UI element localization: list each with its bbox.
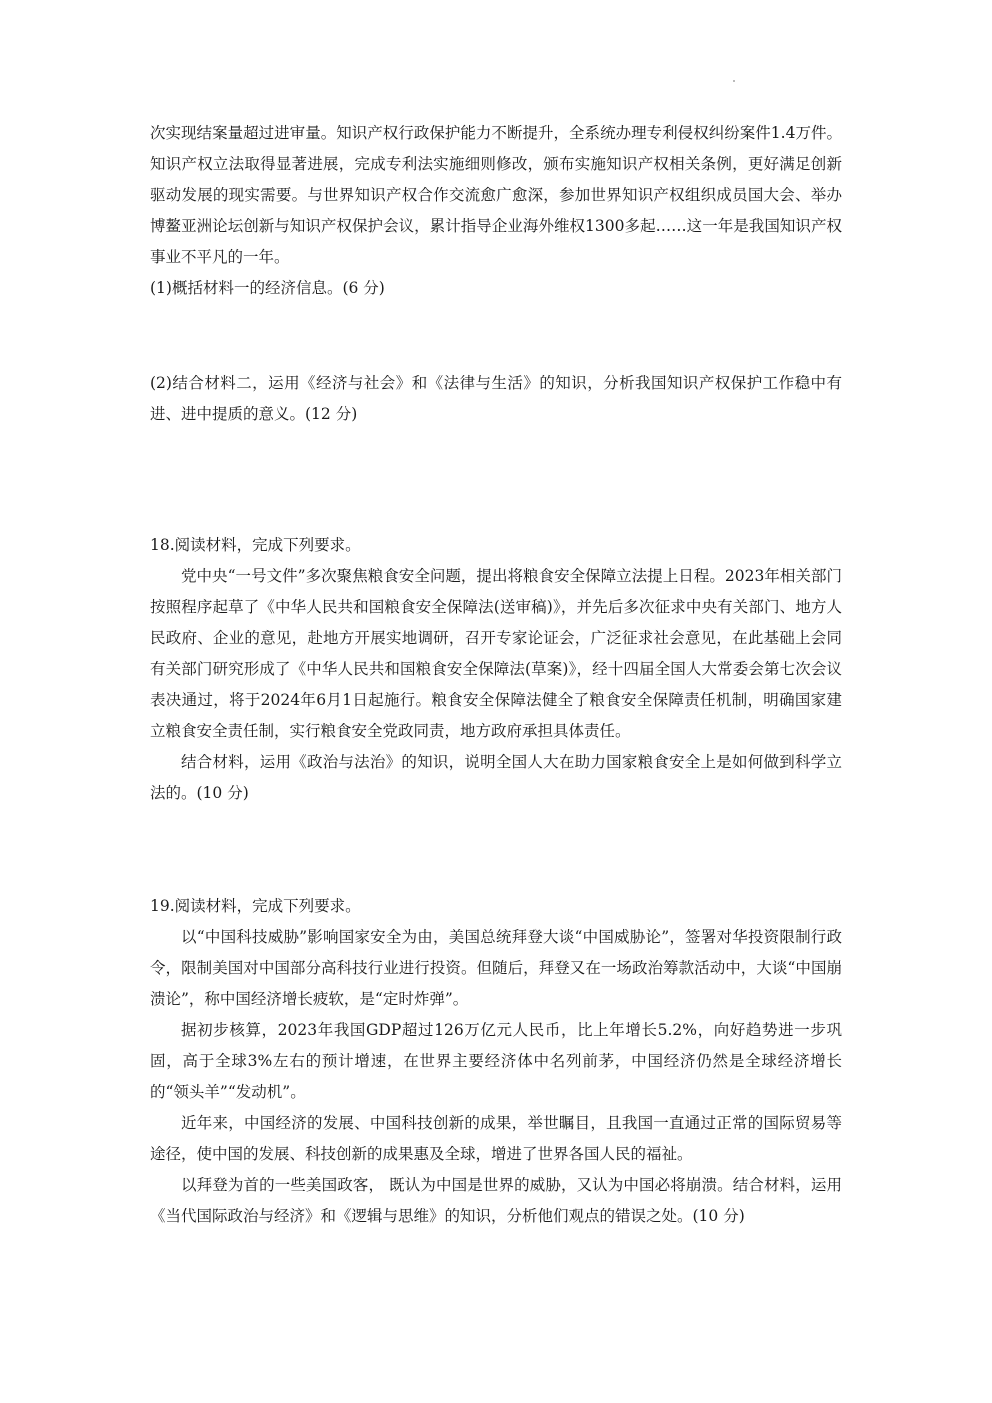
q19-material-para-1: 以“中国科技威胁”影响国家安全为由，美国总统拜登大谈“中国威胁论”，签署对华投资限制行政令，限制美国对中国部分高科技行业进行投资。但随后，拜登又在一场政治筹款活动中，大谈“中国崩溃论”，称中国经济增长疲软，是“定时炸弹”。: [150, 928, 842, 1008]
q19-heading: 19.阅读材料，完成下列要求。: [150, 897, 361, 915]
q19-material-para-2: 据初步核算，2023年我国GDP超过126万亿元人民币，比上年增长5.2%，向好趋势进一步巩固，高于全球3%左右的预计增速，在世界主要经济体中名列前茅，中国经济仍然是全球经济增长的“领头羊”“发动机”。: [150, 1021, 842, 1101]
q17-subquestion-2: (2)结合材料二，运用《经济与社会》和《法律与生活》的知识，分析我国知识产权保护工作稳中有进、进中提质的意义。(12 分): [150, 374, 842, 423]
q19-question: 以拜登为首的一些美国政客， 既认为中国是世界的威胁，又认为中国必将崩溃。结合材料，运用《当代国际政治与经济》和《逻辑与思维》的知识，分析他们观点的错误之处。(10 分): [150, 1176, 842, 1225]
answer-space: [150, 304, 842, 368]
answer-space: [150, 809, 842, 891]
q18-material: 党中央“一号文件”多次聚焦粮食安全问题，提出将粮食安全保障立法提上日程。2023年相关部门按照程序起草了《中华人民共和国粮食安全保障法(送审稿)》，并先后多次征求中央有关部门、地方人民政府、企业的意见，赴地方开展实地调研，召开专家论证会，广泛征求社会意见，在此基础上会同有关部门研究形成了《中华人民共和国粮食安全保障法(草案)》，经十四届全国人大常委会第七次会议表决通过，将于2024年6月1日起施行。粮食安全保障法健全了粮食安全保障责任机制，明确国家建立粮食安全责任制，实行粮食安全党政同责，地方政府承担具体责任。: [150, 567, 842, 740]
answer-space: [150, 430, 842, 530]
q17-subquestion-1: (1)概括材料一的经济信息。(6 分): [150, 279, 385, 297]
q18-heading: 18.阅读材料，完成下列要求。: [150, 536, 361, 554]
scan-speck: [733, 80, 735, 82]
q18-question: 结合材料，运用《政治与法治》的知识，说明全国人大在助力国家粮食安全上是如何做到科学立法的。(10 分): [150, 753, 842, 802]
material-continuation: 次实现结案量超过进审量。知识产权行政保护能力不断提升，全系统办理专利侵权纠纷案件1.4万件。知识产权立法取得显著进展，完成专利法实施细则修改，颁布实施知识产权相关条例，更好满足创新驱动发展的现实需要。与世界知识产权合作交流愈广愈深，参加世界知识产权组织成员国大会、举办博鳌亚洲论坛创新与知识产权保护会议，累计指导企业海外维权1300多起……这一年是我国知识产权事业不平凡的一年。: [150, 124, 842, 266]
q19-material-para-3: 近年来，中国经济的发展、中国科技创新的成果，举世瞩目，且我国一直通过正常的国际贸易等途径，使中国的发展、科技创新的成果惠及全球，增进了世界各国人民的福祉。: [150, 1114, 842, 1163]
document-page: [150, 118, 842, 1232]
